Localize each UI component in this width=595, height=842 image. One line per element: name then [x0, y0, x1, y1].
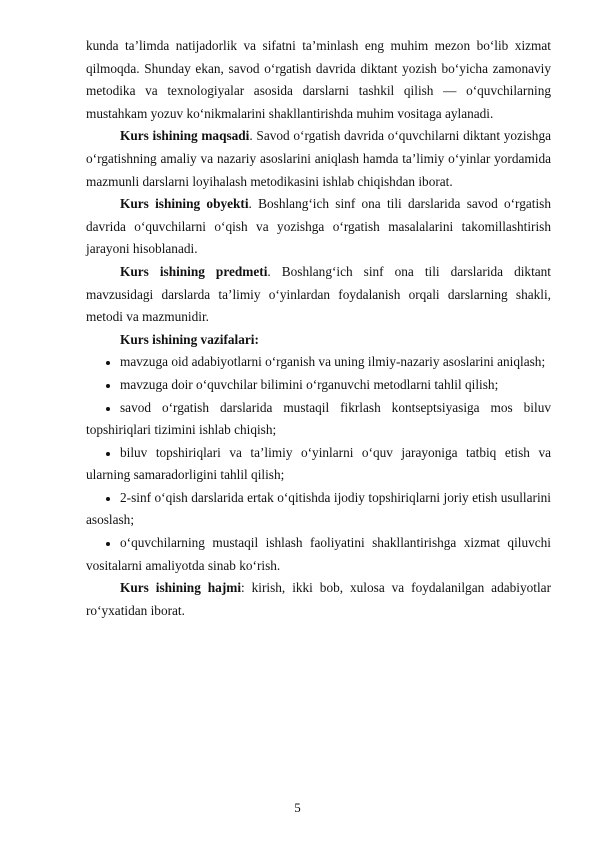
task-item	[86, 442, 551, 487]
object-label: Kurs ishining obyekti	[120, 196, 249, 212]
goal-text: . Savod o‘rgatish davrida o‘quvchilarni diktant yozishga o‘rgatishning amaliy va nazariy asoslarini aniqlash hamda ta’limiy o‘yinlar yordamida mazmunli darslarni loyihalash metodikasini ishlab chiqishdan iborat.	[86, 128, 551, 189]
volume-label: Kurs ishining hajmi	[120, 580, 242, 596]
task-text: mavzuga oid adabiyotlarni o‘rganish va uning ilmiy-nazariy asoslarini aniqlash;	[120, 354, 546, 370]
intro-paragraph: kunda ta’limda natijadorlik va sifatni ta’minlash eng muhim mezon bo‘lib xizmat qilmoqda. Shunday ekan, savod o‘rgatish davrida diktant yozish bo‘yicha zamonaviy metodika va texnologiyalar asosida darslarni tashkil qilish — o‘quvchilarning mustahkam yozuv ko‘nikmalarini shakllantirishda muhim vositaga aylanadi.	[86, 38, 551, 121]
task-text: savod o‘rgatish darslarida mustaqil fikrlash kontseptsiyasiga mos biluv topshiriqlari tizimini ishlab chiqish;	[86, 399, 551, 438]
subject-text: . Boshlang‘ich sinf ona tili darslarida diktant mavzusidagi darslarda ta’limiy o‘yinlardan foydalanish orqali darslarning shakli, metodi va mazmunidir.	[86, 263, 552, 325]
tasks-heading: Kurs ishining vazifalari:	[120, 331, 259, 347]
task-item	[86, 397, 551, 442]
subject-paragraph	[86, 261, 551, 329]
object-text: . Boshlang‘ich sinf ona tili darslarida savod o‘rgatish davrida o‘quvchilarni o‘qish va yozishga o‘rgatish masalalarini takomillashtirish jarayoni hisoblanadi.	[86, 196, 551, 257]
task-item	[86, 487, 551, 532]
object-paragraph	[86, 193, 551, 261]
goal-label: Kurs ishining maqsadi	[120, 128, 250, 144]
task-item	[86, 532, 551, 577]
subject-label: Kurs ishining predmeti	[120, 263, 268, 279]
task-item	[86, 374, 551, 397]
page-number: 5	[294, 800, 301, 815]
task-text: biluv topshiriqlari va ta’limiy o‘yinlarni o‘quv jarayoniga tatbiq etish va ularning samaradorligini tahlil qilish;	[86, 444, 551, 483]
goal-paragraph	[86, 125, 551, 193]
task-text: 2-sinf o‘qish darslarida ertak o‘qitishda ijodiy topshiriqlarni joriy etish usullarini asoslash;	[86, 489, 551, 528]
document-page	[86, 35, 551, 622]
volume-text: : kirish, ikki bob, xulosa va foydalanilgan adabiyotlar ro‘yxatidan iborat.	[86, 580, 551, 618]
task-item	[86, 351, 551, 374]
volume-paragraph	[86, 577, 551, 622]
task-text: mavzuga doir o‘quvchilar bilimini o‘rganuvchi metodlarni tahlil qilish;	[120, 376, 499, 392]
task-text: o‘quvchilarning mustaqil ishlash faoliyatini shakllantirishga xizmat qiluvchi vositalarni amaliyotda sinab ko‘rish.	[86, 535, 551, 573]
